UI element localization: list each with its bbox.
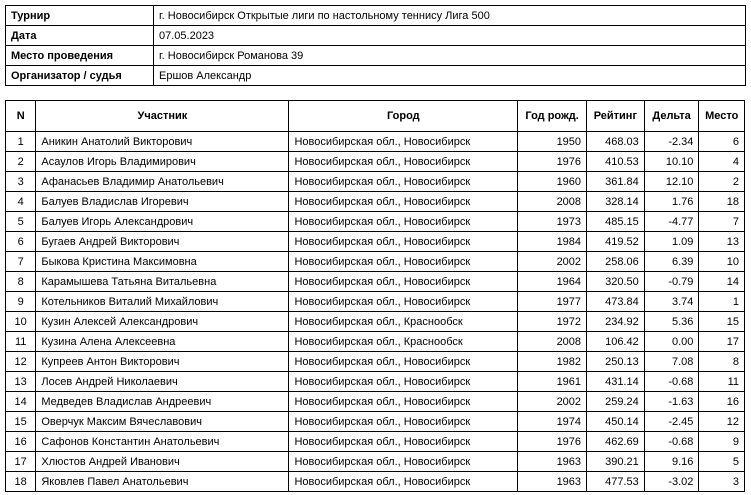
cell-city: Новосибирская обл., Новосибирск [289, 172, 518, 192]
cell-birth-year: 1974 [518, 412, 587, 432]
cell-place: 15 [699, 312, 745, 332]
cell-n: 5 [6, 212, 36, 232]
table-row [6, 372, 745, 392]
cell-rating: 473.84 [587, 292, 645, 312]
cell-delta: 1.09 [644, 232, 699, 252]
cell-city: Новосибирская обл., Новосибирск [289, 272, 518, 292]
cell-delta: 9.16 [644, 452, 699, 472]
cell-n: 4 [6, 192, 36, 212]
cell-city: Новосибирская обл., Новосибирск [289, 392, 518, 412]
cell-city: Новосибирская обл., Новосибирск [289, 192, 518, 212]
col-header-birth-year: Год рожд. [518, 101, 587, 132]
cell-delta: 7.08 [644, 352, 699, 372]
cell-n: 8 [6, 272, 36, 292]
cell-birth-year: 1976 [518, 432, 587, 452]
cell-birth-year: 1984 [518, 232, 587, 252]
col-header-participant: Участник [36, 101, 289, 132]
cell-place: 3 [699, 472, 745, 492]
cell-birth-year: 1960 [518, 172, 587, 192]
cell-place: 5 [699, 452, 745, 472]
organizer-value: Ершов Александр [154, 66, 746, 86]
cell-n: 14 [6, 392, 36, 412]
cell-rating: 234.92 [587, 312, 645, 332]
cell-birth-year: 1961 [518, 372, 587, 392]
table-row [6, 212, 745, 232]
cell-n: 3 [6, 172, 36, 192]
col-header-rating: Рейтинг [587, 101, 645, 132]
cell-birth-year: 2008 [518, 192, 587, 212]
results-header-row [6, 101, 745, 132]
table-row [6, 412, 745, 432]
cell-city: Новосибирская обл., Новосибирск [289, 452, 518, 472]
cell-city: Новосибирская обл., Новосибирск [289, 232, 518, 252]
cell-birth-year: 1977 [518, 292, 587, 312]
cell-participant: Аникин Анатолий Викторович [36, 132, 289, 152]
cell-delta: -2.45 [644, 412, 699, 432]
table-row [6, 192, 745, 212]
cell-delta: -4.77 [644, 212, 699, 232]
cell-n: 6 [6, 232, 36, 252]
cell-city: Новосибирская обл., Новосибирск [289, 412, 518, 432]
cell-n: 12 [6, 352, 36, 372]
cell-rating: 410.53 [587, 152, 645, 172]
cell-place: 6 [699, 132, 745, 152]
venue-label: Место проведения [6, 46, 154, 66]
cell-place: 9 [699, 432, 745, 452]
cell-delta: 5.36 [644, 312, 699, 332]
cell-rating: 477.53 [587, 472, 645, 492]
cell-participant: Оверчук Максим Вячеславович [36, 412, 289, 432]
cell-rating: 390.21 [587, 452, 645, 472]
col-header-city: Город [289, 101, 518, 132]
table-row [6, 452, 745, 472]
cell-participant: Лосев Андрей Николаевич [36, 372, 289, 392]
cell-n: 18 [6, 472, 36, 492]
table-row [6, 272, 745, 292]
cell-place: 1 [699, 292, 745, 312]
table-row [6, 252, 745, 272]
cell-city: Новосибирская обл., Краснообск [289, 332, 518, 352]
cell-delta: -0.68 [644, 432, 699, 452]
cell-birth-year: 1976 [518, 152, 587, 172]
cell-birth-year: 1964 [518, 272, 587, 292]
cell-birth-year: 1982 [518, 352, 587, 372]
cell-rating: 450.14 [587, 412, 645, 432]
cell-city: Новосибирская обл., Новосибирск [289, 432, 518, 452]
cell-birth-year: 1950 [518, 132, 587, 152]
cell-city: Новосибирская обл., Новосибирск [289, 252, 518, 272]
cell-birth-year: 1973 [518, 212, 587, 232]
info-row-organizer [6, 66, 746, 86]
cell-birth-year: 2002 [518, 392, 587, 412]
cell-participant: Бугаев Андрей Викторович [36, 232, 289, 252]
cell-city: Новосибирская обл., Новосибирск [289, 132, 518, 152]
cell-rating: 328.14 [587, 192, 645, 212]
cell-rating: 259.24 [587, 392, 645, 412]
cell-birth-year: 1972 [518, 312, 587, 332]
results-body [6, 132, 745, 492]
cell-city: Новосибирская обл., Новосибирск [289, 472, 518, 492]
cell-rating: 320.50 [587, 272, 645, 292]
cell-city: Новосибирская обл., Новосибирск [289, 352, 518, 372]
cell-birth-year: 2008 [518, 332, 587, 352]
cell-place: 16 [699, 392, 745, 412]
cell-place: 11 [699, 372, 745, 392]
cell-participant: Яковлев Павел Анатольевич [36, 472, 289, 492]
table-row [6, 472, 745, 492]
cell-city: Новосибирская обл., Краснообск [289, 312, 518, 332]
cell-place: 7 [699, 212, 745, 232]
cell-rating: 431.14 [587, 372, 645, 392]
date-value: 07.05.2023 [154, 26, 746, 46]
cell-place: 13 [699, 232, 745, 252]
table-row [6, 432, 745, 452]
cell-city: Новосибирская обл., Новосибирск [289, 372, 518, 392]
cell-delta: 10.10 [644, 152, 699, 172]
cell-n: 11 [6, 332, 36, 352]
tournament-label: Турнир [6, 6, 154, 26]
cell-participant: Карамышева Татьяна Витальевна [36, 272, 289, 292]
date-label: Дата [6, 26, 154, 46]
table-row [6, 352, 745, 372]
cell-birth-year: 2002 [518, 252, 587, 272]
cell-n: 7 [6, 252, 36, 272]
cell-delta: 1.76 [644, 192, 699, 212]
table-row [6, 332, 745, 352]
cell-n: 17 [6, 452, 36, 472]
cell-participant: Быкова Кристина Максимовна [36, 252, 289, 272]
table-row [6, 392, 745, 412]
cell-participant: Кузина Алена Алексеевна [36, 332, 289, 352]
cell-participant: Хлюстов Андрей Иванович [36, 452, 289, 472]
cell-rating: 468.03 [587, 132, 645, 152]
cell-n: 16 [6, 432, 36, 452]
cell-delta: 12.10 [644, 172, 699, 192]
cell-participant: Балуев Владислав Игоревич [36, 192, 289, 212]
table-row [6, 312, 745, 332]
cell-participant: Асаулов Игорь Владимирович [36, 152, 289, 172]
cell-place: 10 [699, 252, 745, 272]
cell-delta: -2.34 [644, 132, 699, 152]
cell-place: 2 [699, 172, 745, 192]
cell-n: 13 [6, 372, 36, 392]
cell-rating: 485.15 [587, 212, 645, 232]
col-header-n: N [6, 101, 36, 132]
cell-delta: -0.68 [644, 372, 699, 392]
results-table [5, 100, 745, 492]
cell-delta: 6.39 [644, 252, 699, 272]
cell-place: 18 [699, 192, 745, 212]
cell-n: 9 [6, 292, 36, 312]
cell-participant: Котельников Виталий Михайлович [36, 292, 289, 312]
cell-n: 2 [6, 152, 36, 172]
info-row-tournament [6, 6, 746, 26]
cell-city: Новосибирская обл., Новосибирск [289, 152, 518, 172]
table-row [6, 152, 745, 172]
table-row [6, 132, 745, 152]
cell-rating: 258.06 [587, 252, 645, 272]
info-row-date [6, 26, 746, 46]
cell-place: 4 [699, 152, 745, 172]
cell-place: 12 [699, 412, 745, 432]
cell-rating: 361.84 [587, 172, 645, 192]
cell-participant: Афанасьев Владимир Анатольевич [36, 172, 289, 192]
cell-n: 1 [6, 132, 36, 152]
organizer-label: Организатор / судья [6, 66, 154, 86]
table-row [6, 232, 745, 252]
cell-delta: -1.63 [644, 392, 699, 412]
cell-place: 8 [699, 352, 745, 372]
info-row-venue [6, 46, 746, 66]
cell-rating: 106.42 [587, 332, 645, 352]
tournament-value: г. Новосибирск Открытые лиги по настольному теннису Лига 500 [154, 6, 746, 26]
cell-city: Новосибирская обл., Новосибирск [289, 292, 518, 312]
cell-delta: 0.00 [644, 332, 699, 352]
col-header-delta: Дельта [644, 101, 699, 132]
cell-rating: 419.52 [587, 232, 645, 252]
cell-delta: 3.74 [644, 292, 699, 312]
cell-participant: Балуев Игорь Александрович [36, 212, 289, 232]
venue-value: г. Новосибирск Романова 39 [154, 46, 746, 66]
cell-delta: -0.79 [644, 272, 699, 292]
cell-place: 14 [699, 272, 745, 292]
cell-participant: Кузин Алексей Александрович [36, 312, 289, 332]
tournament-info-table [5, 5, 746, 86]
cell-participant: Купреев Антон Викторович [36, 352, 289, 372]
col-header-place: Место [699, 101, 745, 132]
cell-n: 10 [6, 312, 36, 332]
cell-delta: -3.02 [644, 472, 699, 492]
cell-rating: 250.13 [587, 352, 645, 372]
cell-n: 15 [6, 412, 36, 432]
table-row [6, 172, 745, 192]
cell-rating: 462.69 [587, 432, 645, 452]
table-row [6, 292, 745, 312]
cell-participant: Сафонов Константин Анатольевич [36, 432, 289, 452]
cell-place: 17 [699, 332, 745, 352]
cell-birth-year: 1963 [518, 452, 587, 472]
cell-birth-year: 1963 [518, 472, 587, 492]
cell-participant: Медведев Владислав Андреевич [36, 392, 289, 412]
cell-city: Новосибирская обл., Новосибирск [289, 212, 518, 232]
